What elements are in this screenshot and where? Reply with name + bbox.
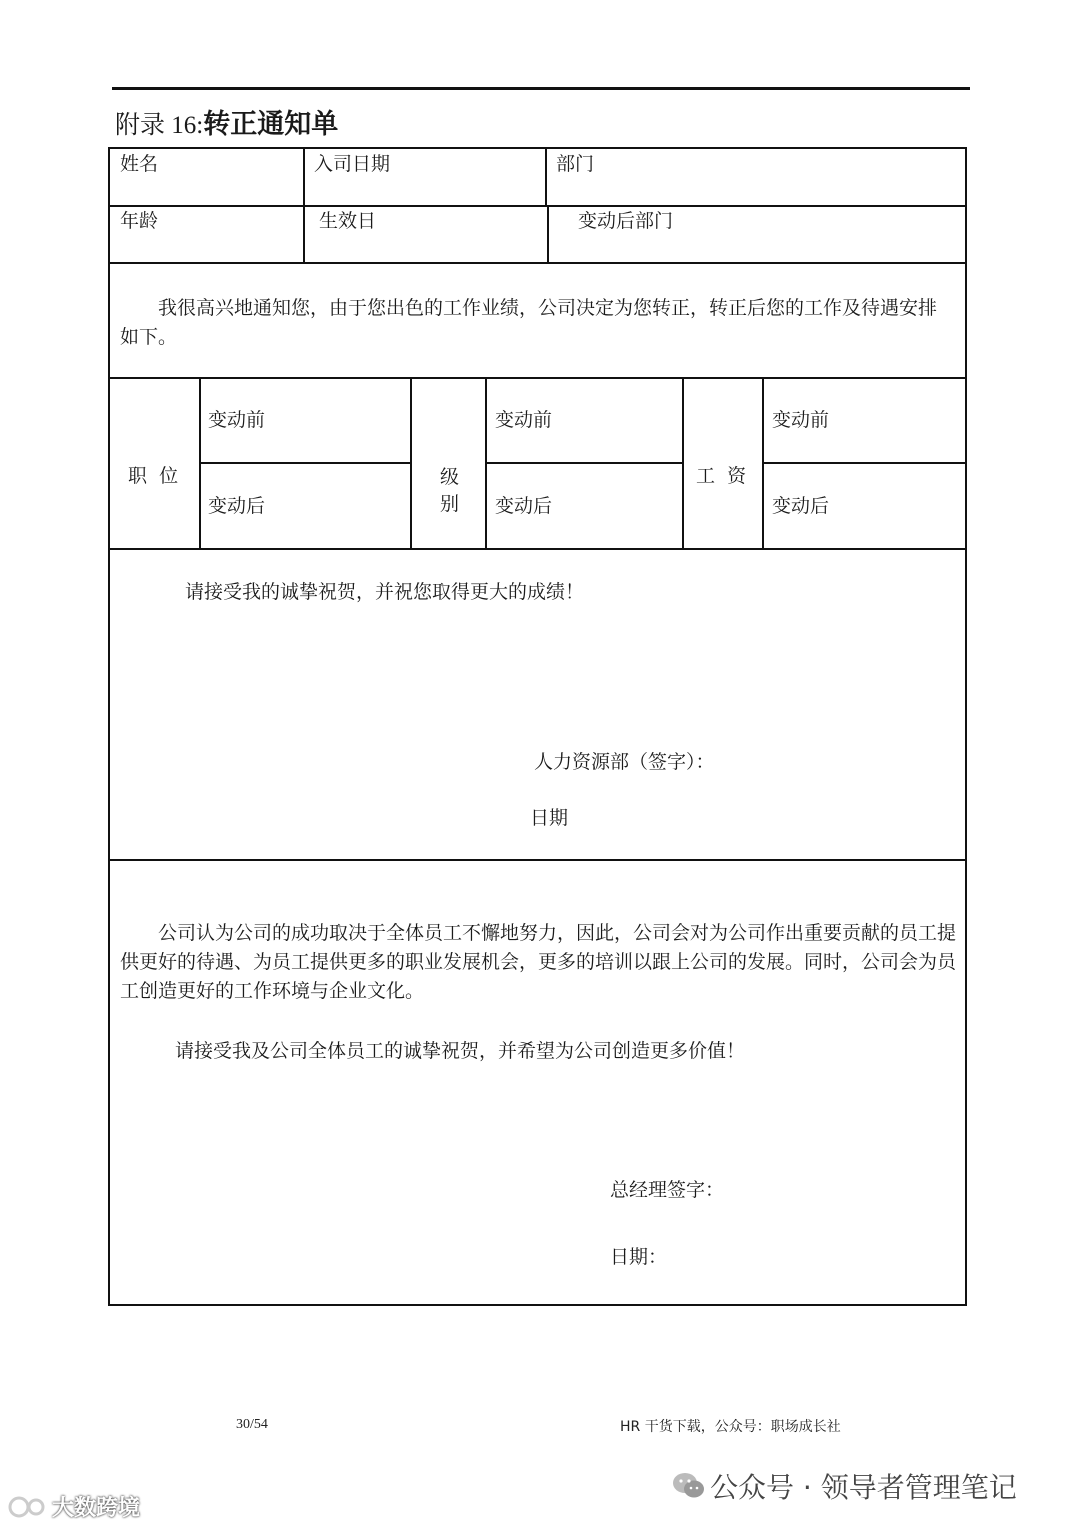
position-after-label: 变动后 bbox=[208, 495, 266, 517]
col-divider-b bbox=[545, 149, 547, 205]
gm-signature-label: 总经理签字： bbox=[610, 1179, 725, 1201]
page-title bbox=[115, 102, 338, 141]
footer-source-note: HR 干货下载，公众号：职场成长社 bbox=[620, 1419, 841, 1435]
gm-congrats-text: 请接受我及公司全体员工的诚挚祝贺，并希望为公司创造更多价值！ bbox=[175, 1040, 746, 1062]
cell-divider-position bbox=[200, 462, 410, 464]
watermark-right bbox=[672, 1466, 1017, 1506]
form-title: 转正通知单 bbox=[203, 109, 339, 140]
row-divider-3 bbox=[110, 377, 965, 379]
cell-divider-salary bbox=[763, 462, 965, 464]
wechat-icon bbox=[672, 1471, 706, 1501]
level-before-label: 变动前 bbox=[495, 409, 553, 431]
salary-before-label: 变动前 bbox=[772, 409, 830, 431]
watermark-right-text: 公众号 · 领导者管理笔记 bbox=[710, 1471, 1017, 1504]
col-divider-e bbox=[410, 377, 412, 548]
notice-paragraph: 我很高兴地通知您，由于您出色的工作业绩，公司决定为您转正，转正后您的工作及待遇安排如下。 bbox=[120, 297, 938, 348]
form-table bbox=[108, 147, 967, 1306]
top-rule bbox=[112, 87, 970, 90]
hr-congrats-text: 请接受我的诚挚祝贺，并祝您取得更大的成绩！ bbox=[185, 581, 585, 603]
watermark-left bbox=[8, 1491, 140, 1522]
level-after-label: 变动后 bbox=[495, 495, 553, 517]
appendix-prefix: 附录 16: bbox=[115, 112, 204, 139]
col-divider-c bbox=[547, 205, 549, 262]
brand-logo-icon bbox=[8, 1495, 50, 1519]
row-divider-5 bbox=[110, 859, 965, 861]
level-label-top: 级 bbox=[440, 466, 460, 488]
col-divider-a bbox=[303, 149, 305, 262]
salary-label: 工 资 bbox=[696, 465, 747, 487]
position-before-label: 变动前 bbox=[208, 409, 266, 431]
cell-divider-level bbox=[486, 462, 682, 464]
hr-date-label: 日期 bbox=[530, 807, 569, 829]
col-divider-f bbox=[485, 377, 487, 548]
col-divider-d bbox=[199, 377, 201, 548]
new-department-label: 变动后部门 bbox=[578, 210, 674, 232]
row-divider-1 bbox=[110, 205, 965, 207]
watermark-left-text: 大数跨境 bbox=[52, 1496, 141, 1521]
department-label: 部门 bbox=[556, 153, 595, 175]
gm-date-label: 日期： bbox=[610, 1246, 668, 1268]
row-divider-2 bbox=[110, 262, 965, 264]
level-label-bottom: 别 bbox=[440, 493, 460, 515]
row-divider-4 bbox=[110, 548, 965, 550]
col-divider-h bbox=[762, 377, 764, 548]
salary-after-label: 变动后 bbox=[772, 495, 830, 517]
age-label: 年龄 bbox=[120, 210, 159, 232]
name-label: 姓名 bbox=[120, 153, 159, 175]
gm-paragraph: 公司认为公司的成功取决于全体员工不懈地努力，因此，公司会对为公司作出重要贡献的员工提供更好的待遇、为员工提供更多的职业发展机会，更多的培训以跟上公司的发展。同时，公司会为员工创造更好的工作环境与企业文化。 bbox=[120, 922, 957, 1002]
join-date-label: 入司日期 bbox=[314, 153, 391, 175]
effective-date-label: 生效日 bbox=[319, 210, 377, 232]
col-divider-g bbox=[682, 377, 684, 548]
page-number: 30/54 bbox=[236, 1417, 268, 1432]
hr-signature-label: 人力资源部（签字）： bbox=[534, 751, 715, 773]
position-label: 职 位 bbox=[128, 465, 179, 487]
